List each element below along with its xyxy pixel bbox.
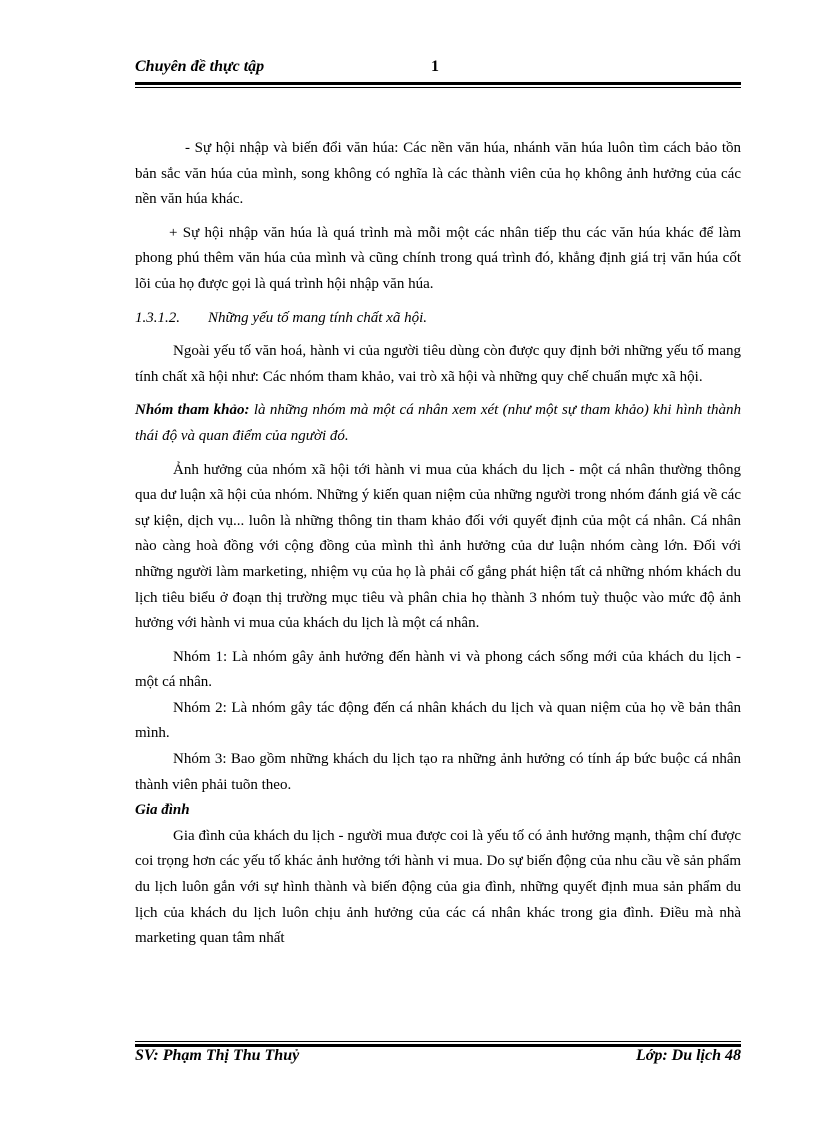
page-header: [135, 56, 741, 80]
family-heading: [135, 798, 741, 824]
paragraph-group-2: Nhóm 2: Là nhóm gây tác động đến cá nhân khách du lịch và quan niệm của họ về bản thân mình.: [135, 699, 741, 742]
paragraph-group-influence: Ảnh hưởng của nhóm xã hội tới hành vi mua của khách du lịch - một cá nhân thường thông qua dư luận xã hội của nhóm. Những ý kiến quan niệm của những người trong nhóm đánh giá về các sự kiện, dịch vụ... luôn là những thông tin tham khảo đối với quyết định của một cá nhân. Cá nhân nào càng hoà đồng với cộng đồng của mình thì ảnh hưởng của dư luận nhóm càng lớn. Đối với những người làm marketing, nhiệm vụ của họ là phải cố gắng phát hiện tất cả những nhóm khách du lịch tiêu biểu ở đoạn thị trường mục tiêu và phân chia họ thành 3 nhóm tuỳ thuộc vào mức độ ảnh hưởng với hành vi mua của khách du lịch là một cá nhân.: [135, 461, 741, 632]
footer-student: SV: Phạm Thị Thu Thuỷ: [135, 1047, 300, 1064]
footer-class: Lớp: Du lịch 48: [635, 1047, 741, 1064]
paragraph-reference-group: [135, 398, 741, 449]
paragraph-cultural-integration: - Sự hội nhập và biến đổi văn húa: Các nền văn húa, nhánh văn húa luôn tìm cách bảo tồn bản sắc văn húa của mình, song không có nghĩa là các thành viên của họ không ảnh hưởng của các nền văn húa khác.: [135, 140, 741, 208]
section-number: 1.3.1.2.: [135, 309, 180, 326]
header-rule-thick: [135, 82, 741, 85]
page-footer: [135, 1047, 741, 1069]
paragraph-integration-definition: + Sự hội nhập văn húa là quá trình mà mỗi một các nhân tiếp thu các văn húa khác để làm phong phú thêm văn húa của mình và cũng chính trong quá trình đó, khẳng định giá trị văn húa cốt lõi của họ được gọi là quá trình hội nhập văn húa.: [135, 224, 741, 292]
paragraph-group-1: Nhóm 1: Là nhóm gây ảnh hưởng đến hành vi và phong cách sống mới của khách du lịch - một cá nhân.: [135, 648, 741, 691]
header-title: Chuyên đề thực tập: [135, 58, 265, 75]
document-body: [135, 136, 741, 952]
section-heading: [135, 306, 741, 332]
footer-rule-thin: [135, 1041, 741, 1042]
paragraph-group-3: Nhóm 3: Bao gồm những khách du lịch tạo ra những ảnh hưởng có tính áp bức buộc cá nhân thành viên phải tuõn theo.: [135, 751, 741, 793]
page-number: 1: [431, 58, 439, 75]
family-title: Gia đình: [135, 802, 190, 819]
section-title: Những yếu tố mang tính chất xã hội.: [208, 309, 427, 326]
paragraph-social-factors: Ngoài yếu tố văn hoá, hành vi của người tiêu dùng còn được quy định bởi những yếu tố mang tính chất xã hội như: Các nhóm tham khảo, vai trò xã hội và những quy chế chuẩn mực xã hội.: [135, 343, 741, 385]
header-rule-thin: [135, 87, 741, 88]
reference-group-definition: là những nhóm mà một cá nhân xem xét (như một sự tham khảo) khi hình thành thái độ và quan điểm của người đó.: [135, 402, 742, 444]
reference-group-label: Nhóm tham khảo:: [135, 402, 250, 419]
paragraph-family: Gia đình của khách du lịch - người mua được coi là yếu tố có ảnh hưởng mạnh, thậm chí được coi trọng hơn các yếu tố khác ảnh hưởng tới hành vi mua. Do sự biến động của nhu cầu về sản phẩm du lịch luôn gắn với sự hình thành và biến động của gia đình, những quyết định mua sản phẩm du lịch của khách du lịch luôn chịu ảnh hưởng của các cá nhân khác trong gia đình. Điều mà nhà marketing quan tâm nhất: [135, 827, 741, 947]
